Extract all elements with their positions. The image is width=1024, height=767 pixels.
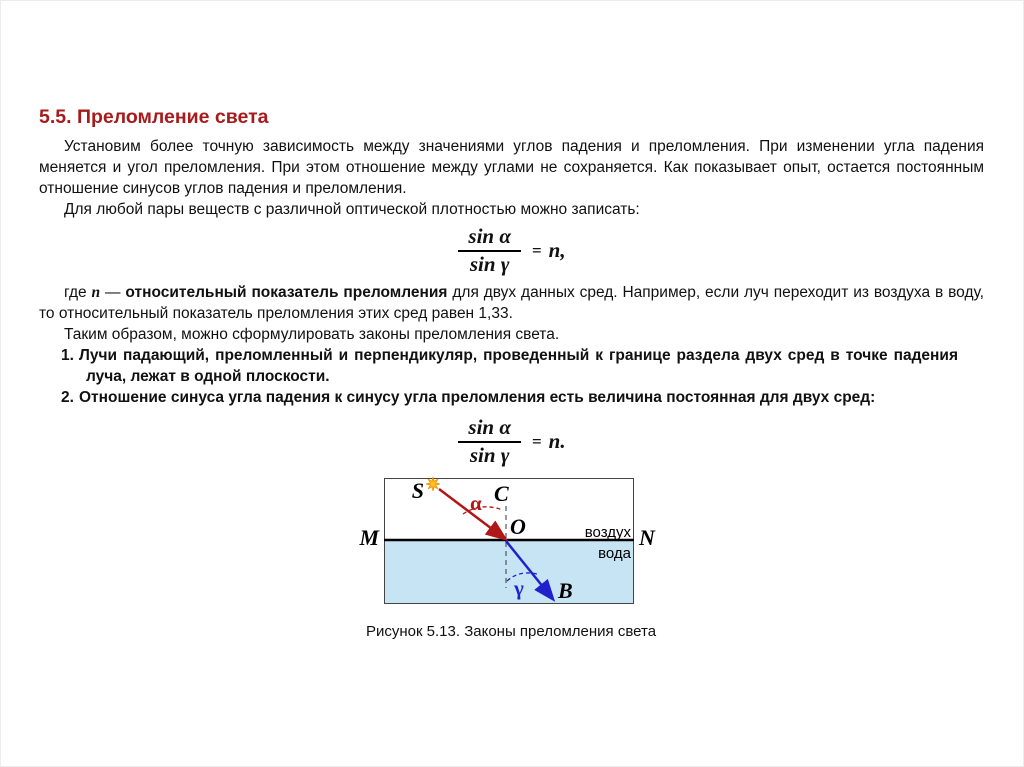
fraction-denominator: sin γ: [469, 443, 510, 467]
page-title: 5.5. Преломление света: [39, 106, 269, 128]
label-water: вода: [598, 545, 631, 562]
label-O: O: [510, 514, 526, 539]
law-item-1: [61, 345, 958, 387]
label-M: M: [359, 525, 379, 550]
formula-snell-2: [1, 416, 1023, 467]
label-N: N: [639, 525, 655, 550]
law-number: 2.: [61, 389, 74, 406]
label-alpha: α: [470, 491, 482, 515]
label-S: S: [411, 478, 424, 503]
light-source-star-icon: [426, 477, 440, 491]
label-gamma: γ: [514, 576, 524, 600]
label-C: C: [494, 481, 509, 506]
equals-sign: =: [531, 240, 542, 260]
formula-rhs: n.: [548, 429, 566, 453]
law-text: Отношение синуса угла падения к синусу угла преломления есть величина постоянная для двух сред:: [79, 389, 876, 406]
text-run: —: [100, 284, 126, 301]
law-number: 1.: [61, 347, 74, 364]
text-run: где: [64, 284, 92, 301]
paragraph-any-pair: Для любой пары веществ с различной оптической плотностью можно записать:: [64, 201, 640, 218]
law-item-2: [61, 387, 958, 408]
paragraph-thus: Таким образом, можно сформулировать законы преломления света.: [64, 326, 560, 343]
fraction-denominator: sin γ: [469, 252, 510, 276]
paragraph-definition: [39, 282, 984, 324]
fraction: [458, 416, 521, 467]
paragraph-intro: Установим более точную зависимость между значениями углов падения и преломления. При изменении угла падения меняется и угол преломления. При этом отношение между углами не сохраняется. Как показывает опыт, остается постоянным отношение синусов углов падения и преломления.: [39, 138, 984, 197]
term-relative-refractive-index: относительный показатель преломления: [125, 284, 448, 301]
formula-snell-1: [1, 225, 1023, 276]
refraction-diagram-svg: [351, 469, 661, 619]
fraction-numerator: sin α: [458, 416, 521, 443]
label-B: B: [558, 578, 573, 603]
fraction: [458, 225, 521, 276]
figure-caption: Рисунок 5.13. Законы преломления света: [365, 623, 657, 640]
law-text: Лучи падающий, преломленный и перпендикуляр, проведенный к границе раздела двух сред в точке падения луча, лежат в одной плоскости.: [79, 347, 958, 385]
refraction-diagram: [351, 469, 661, 619]
equals-sign: =: [531, 431, 542, 451]
text-run: для двух данных сред. Например, если луч переходит из воздуха в воду, то относительный показатель преломления этих сред равен 1,33.: [39, 284, 984, 322]
fraction-numerator: sin α: [458, 225, 521, 252]
symbol-n: n: [91, 284, 101, 301]
formula-rhs: n,: [548, 238, 566, 262]
label-air: воздух: [584, 524, 631, 541]
water-region: [385, 541, 634, 604]
